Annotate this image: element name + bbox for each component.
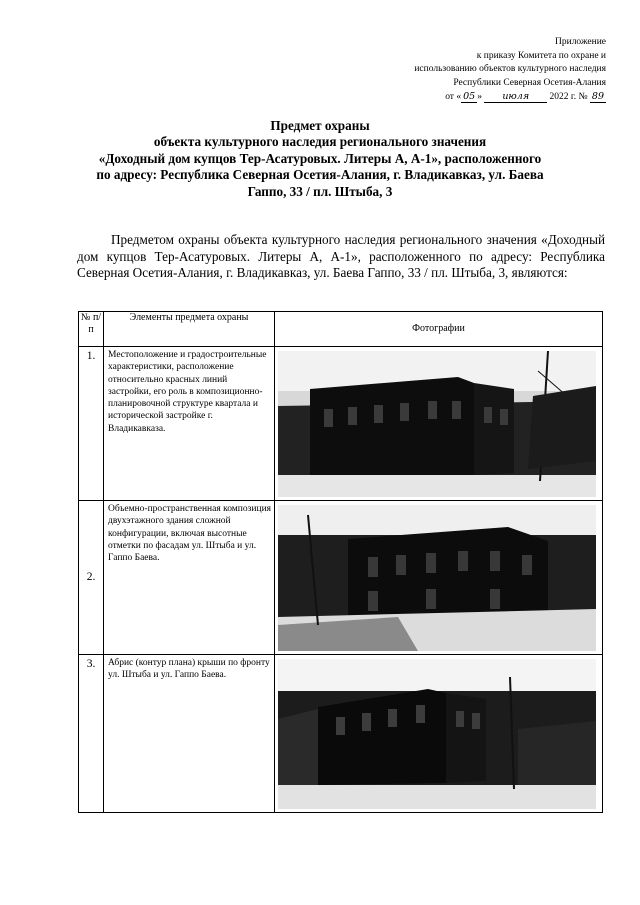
building-photo — [278, 351, 596, 497]
row-number: 1. — [79, 347, 104, 501]
table-row — [79, 347, 603, 501]
photo-cell — [275, 655, 603, 813]
date-year: 2022 г. № — [549, 92, 588, 102]
row-number: 2. — [79, 501, 104, 655]
row-element-text: Местоположение и градостроительные характеристики, расположение относительно красных линий застройки, его роль в композиционно-планировочной структуре квартала и исторической застройке г. Владикавказа. — [104, 347, 275, 501]
table-row — [79, 655, 603, 813]
appendix-block — [346, 36, 606, 105]
header-element: Элементы предмета охраны — [104, 312, 275, 347]
photo-cell — [275, 501, 603, 655]
date-mid: » — [477, 92, 482, 102]
title-line-1: Предмет охраны — [270, 118, 370, 133]
table-header-row — [79, 312, 603, 347]
photo-cell — [275, 347, 603, 501]
appendix-date-line — [346, 90, 606, 105]
title-line-2: объекта культурного наследия регионального значения — [153, 134, 487, 150]
header-photos: Фотографии — [275, 312, 603, 347]
order-number: 89 — [591, 91, 604, 102]
date-prefix: от « — [445, 92, 462, 102]
row-element-text: Объемно-пространственная композиция двухэтажного здания сложной конфигурации, включая высотные отметки по фасадам ул. Штыба и ул. Гаппо Баева. — [104, 501, 275, 655]
title-line-3: «Доходный дом купцов Тер-Асатуровых. Литеры А, А-1», расположенного — [98, 150, 542, 166]
appendix-line-4: Республики Северная Осетия-Алания — [453, 77, 606, 88]
date-month: июля — [484, 91, 547, 103]
appendix-line-2: к приказу Комитета по охране и — [476, 50, 606, 61]
header-num: № п/п — [79, 312, 104, 347]
protection-table — [78, 311, 603, 813]
table-row — [79, 501, 603, 655]
row-number: 3. — [79, 655, 104, 813]
date-day: 05 — [463, 91, 476, 102]
appendix-line-1: Приложение — [555, 37, 606, 47]
title-line-4: по адресу: Республика Северная Осетия-Алания, г. Владикавказ, ул. Баева — [96, 167, 544, 183]
document-title — [40, 118, 600, 200]
building-photo — [278, 505, 596, 651]
intro-paragraph: Предметом охраны объекта культурного наследия регионального значения «Доходный дом купцов Тер-Асатуровых. Литеры А, А-1», расположенного по адресу: Республика Северная Осетия-Алания, г. Владикавказ, ул. Баева Гаппо, 33 / пл. Штыба, 3, являются: — [77, 232, 605, 280]
appendix-line-3: использованию объектов культурного наследия — [414, 64, 606, 74]
building-photo — [278, 659, 596, 809]
title-line-5: Гаппо, 33 / пл. Штыба, 3 — [247, 183, 393, 199]
row-element-text: Абрис (контур плана) крыши по фронту ул. Штыба и ул. Гаппо Баева. — [104, 655, 275, 813]
